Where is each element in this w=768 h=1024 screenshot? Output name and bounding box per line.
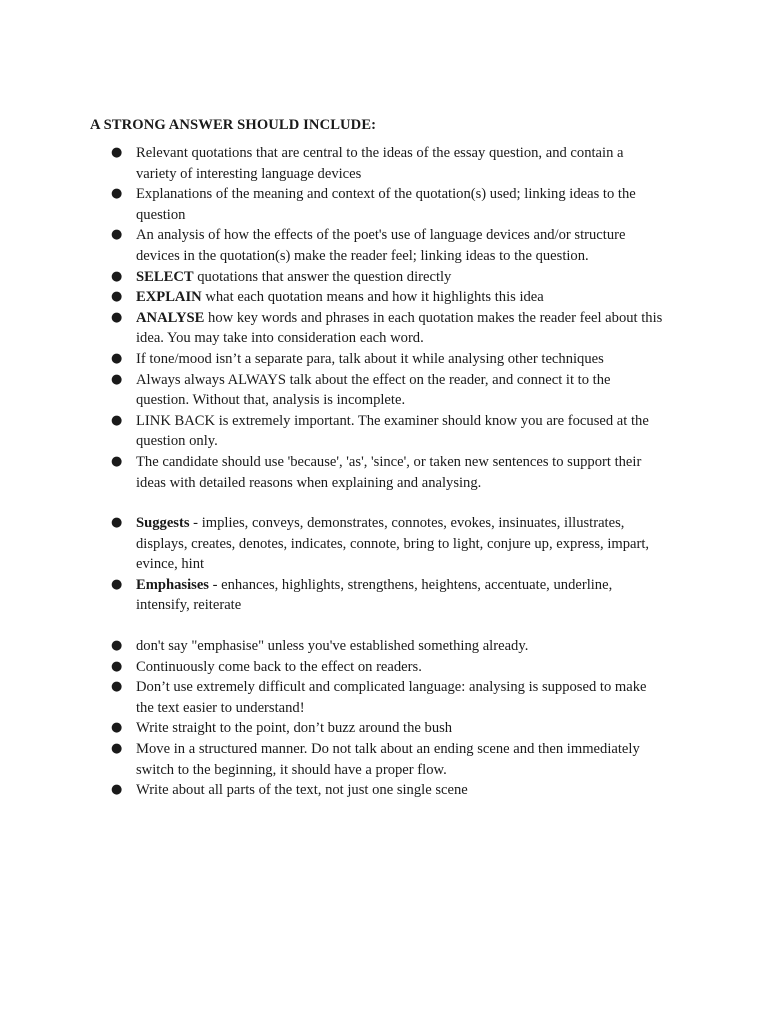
item-text: Explanations of the meaning and context of the quotation(s) used; linking ideas to the question [136, 186, 636, 223]
item-text: Continuously come back to the effect on readers. [136, 658, 422, 675]
bullet-icon: ● [111, 268, 123, 284]
bullet-icon: ● [111, 782, 123, 798]
item-lead: ANALYSE [136, 309, 205, 326]
item-lead: EXPLAIN [136, 289, 202, 306]
item-text: Write about all parts of the text, not just one single scene [136, 782, 468, 799]
bullet-icon: ● [111, 350, 123, 366]
vocabulary-list [0, 513, 768, 616]
bullet-icon: ● [111, 576, 123, 592]
item-text: Don’t use extremely difficult and complicated language: analysing is supposed to make the text easier to understand! [136, 679, 647, 716]
list-item [0, 184, 666, 225]
bullet-icon: ● [111, 740, 123, 756]
list-item [0, 677, 666, 718]
list-item [0, 452, 666, 493]
list-item [0, 636, 666, 657]
item-text: The candidate should use 'because', 'as', 'since', or taken new sentences to support their ideas with detailed reasons when explaining and analysing. [136, 453, 642, 491]
bullet-icon: ● [111, 371, 123, 387]
item-text: don't say "emphasise" unless you've established something already. [136, 638, 529, 654]
item-text: LINK BACK is extremely important. The examiner should know you are focused at the question only. [136, 412, 649, 450]
list-item [0, 739, 666, 780]
list-item [0, 267, 666, 288]
bullet-icon: ● [111, 638, 123, 653]
item-text: Move in a structured manner. Do not talk about an ending scene and then immediately switch to the beginning, it should have a proper flow. [136, 740, 640, 778]
list-item [0, 780, 666, 801]
list-item [0, 575, 666, 616]
list-item [0, 411, 666, 452]
tips-list [0, 636, 768, 801]
list-item [0, 308, 666, 349]
item-text: An analysis of how the effects of the poet's use of language devices and/or structure devices in the quotation(s) make the reader feel; linking ideas to the question. [136, 227, 626, 264]
list-item [0, 718, 666, 739]
list-item [0, 657, 666, 678]
item-text: If tone/mood isn’t a separate para, talk about it while analysing other techniques [136, 350, 604, 367]
list-item [0, 225, 666, 266]
bullet-icon: ● [111, 309, 123, 325]
list-item [0, 143, 666, 184]
item-text: - implies, conveys, demonstrates, connotes, evokes, insinuates, illustrates, displays, creates, denotes, indicates, connote, bring to light, conjure up, express, impart, evince, hint [136, 515, 650, 573]
item-text: Write straight to the point, don’t buzz around the bush [136, 720, 453, 737]
bullet-icon: ● [111, 145, 123, 160]
section-heading: A STRONG ANSWER SHOULD INCLUDE: [90, 117, 377, 133]
item-lead: SELECT [136, 268, 194, 285]
item-lead: Suggests [136, 515, 190, 531]
item-text: quotations that answer the question directly [193, 268, 452, 285]
list-item [0, 349, 666, 370]
item-text: Always always ALWAYS talk about the effect on the reader, and connect it to the question. Without that, analysis is incomplete. [136, 371, 611, 409]
criteria-list [0, 143, 768, 493]
bullet-icon: ● [111, 658, 123, 674]
list-item [0, 287, 666, 308]
item-text: what each quotation means and how it highlights this idea [201, 289, 544, 306]
list-item [0, 370, 666, 411]
bullet-icon: ● [111, 453, 123, 469]
bullet-icon: ● [111, 186, 123, 202]
bullet-icon: ● [111, 227, 123, 243]
item-text: Relevant quotations that are central to the ideas of the essay question, and contain a variety of interesting language devices [136, 145, 624, 182]
bullet-icon: ● [111, 289, 123, 305]
item-lead: Emphasises [136, 576, 209, 593]
item-text: how key words and phrases in each quotation makes the reader feel about this idea. You may take into consideration each word. [136, 309, 663, 347]
bullet-icon: ● [111, 412, 123, 428]
bullet-icon: ● [111, 515, 123, 530]
list-item [0, 513, 666, 575]
bullet-icon: ● [111, 679, 123, 695]
bullet-icon: ● [111, 720, 123, 736]
item-text: - enhances, highlights, strengthens, heightens, accentuate, underline, intensify, reiterate [136, 576, 613, 614]
